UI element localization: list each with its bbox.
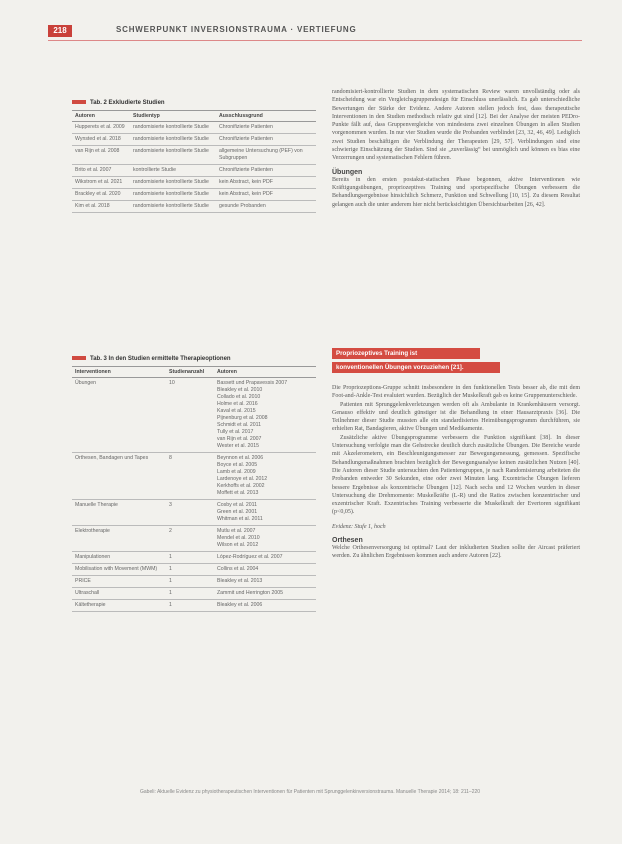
table-cell: Manuelle Therapie xyxy=(72,500,166,526)
table-row xyxy=(72,564,316,576)
col-header: Interventionen xyxy=(72,367,166,378)
table-cell: Bleakley et al. 2013 xyxy=(214,576,316,588)
table-excluded-studies xyxy=(72,110,316,213)
col-header: Ausschlussgrund xyxy=(216,111,316,122)
table-cell: 8 xyxy=(166,453,214,500)
table-cell: Zammit und Herrington 2005 xyxy=(214,588,316,600)
table-cell: van Rijn et al. 2008 xyxy=(72,146,130,165)
table-row xyxy=(72,552,316,564)
col-header: Autoren xyxy=(214,367,316,378)
table2-caption-text: Tab. 2 Exkludierte Studien xyxy=(90,100,165,106)
highlight-box-line1: Propriozeptives Training ist xyxy=(332,348,480,359)
table-cell: Kim et al. 2018 xyxy=(72,201,130,213)
table-cell: randomisierte kontrollierte Studie xyxy=(130,134,216,146)
table-cell: Ultraschall xyxy=(72,588,166,600)
table3-caption xyxy=(72,356,231,362)
table-cell: Brito et al. 2007 xyxy=(72,165,130,177)
table-cell: 1 xyxy=(166,576,214,588)
table-cell: Bassett und Prapavessis 2007 Bleakley et al. 2010 Collado et al. 2010 Holme et al. 2016 Kaval et al. 2015 Pijnenburg et al. 2008 Schmidt et al. 2011 Tully et al. 2017 van Rijn et al. 2007 Wester et al. 2015 xyxy=(214,378,316,453)
table-row xyxy=(72,165,316,177)
table-row xyxy=(72,122,316,134)
caption-marker xyxy=(72,356,86,360)
table-cell: randomisierte kontrollierte Studie xyxy=(130,201,216,213)
table-cell: 1 xyxy=(166,552,214,564)
table-cell: gesunde Probanden xyxy=(216,201,316,213)
table-cell: Übungen xyxy=(72,378,166,453)
table-cell: 3 xyxy=(166,500,214,526)
table-row xyxy=(72,500,316,526)
paragraph-3: Zusätzliche aktive Übungsprogramme verbessern die Funktion signifikant [38]. In dieser Untersuchung verfolgte man die Gehstrecke deutlich durch zusätzliche Übungen. Die Bereiche wurde mit Akzelerometern, ein Beschleunigungsmesser zur Bewegungsmessung, gemessen. Spezifische Behandlungsmaßnahmen brachten bezüglich der Bewegungsanalyse keinen zusätzlichen Nutzen [40]. Die Autoren dieser Studie untersuchten den Patientengruppen, je nach Randomisierung arbeiteten die Probanden entweder 30 Sekunden, eine oder zwei Minuten lang. Exzentrische Übungen lieferen bessere Ergebnisse als konzentrische Übungen [12]. Nach sechs und 12 Wochen wurden in dieser Untersuchung die Drehmomente: Muskelkräfte (L-R) und die Ratios zwischen konzentrischer und exzentrischer Kraft. Exzentrisches Training verbesserte die Muskelkraft der Evertoren signifikant (p<0,05). xyxy=(332,434,580,516)
table-row xyxy=(72,378,316,453)
table-cell: Orthesen, Bandagen und Tapes xyxy=(72,453,166,500)
running-header: SCHWERPUNKT INVERSIONSTRAUMA · VERTIEFUNG xyxy=(116,25,357,34)
table-row xyxy=(72,189,316,201)
table-cell: Hupperets et al. 2009 xyxy=(72,122,130,134)
paragraph-orthesen: Welche Orthesenversorgung ist optimal? Laut der inkludierten Studien sollte der Aircast präferiert werden. Zu ähnlichen Ergebnissen kommen auch andere Autoren [22]. xyxy=(332,545,580,560)
paragraph-2: Patienten mit Sprunggelenkverletzungen werden oft als Ambulante in Krankenhäusern versorgt. Genauso effektiv und deutlich günstiger ist die Behandlung in einer Hausarztpraxis [36]. Die Teilnehmer dieser Studie mussten alle ein standardisiertes Heimübungsprogramm durchführen, sie erhielten Rat, Bandagieren, aktive Übungen und Medikamente. xyxy=(332,401,580,433)
heading-orthesen: Orthesen xyxy=(332,537,363,545)
table-cell: kein Abstract, kein PDF xyxy=(216,189,316,201)
table-cell: Brackley et al. 2020 xyxy=(72,189,130,201)
table-cell: López-Rodríguez et al. 2007 xyxy=(214,552,316,564)
table-cell: Wynsted et al. 2018 xyxy=(72,134,130,146)
table-cell: kontrollierte Studie xyxy=(130,165,216,177)
page-number: 218 xyxy=(48,25,72,37)
table-cell: Kältetherapie xyxy=(72,600,166,612)
table-cell: Cosby et al. 2011 Green et al. 2001 Whitman et al. 2011 xyxy=(214,500,316,526)
table-cell: Wikstrom et al. 2021 xyxy=(72,177,130,189)
table-cell: Mutlu et al. 2007 Mendel et al. 2010 Wilson et al. 2012 xyxy=(214,526,316,552)
table-row xyxy=(72,526,316,552)
table-cell: 1 xyxy=(166,600,214,612)
table-cell: allgemeine Untersuchung (PEF) von Subgruppen xyxy=(216,146,316,165)
table-cell: kein Abstract, kein PDF xyxy=(216,177,316,189)
page-footer: Gabeli: Aktuelle Evidenz zu physiotherapeutischen Interventionen für Patienten mit Sprunggelenkinversionstrauma. Manuelle Therapie 2014; 18: 211–220 xyxy=(140,789,481,795)
table-cell: Elektrotherapie xyxy=(72,526,166,552)
table2-caption xyxy=(72,100,165,106)
col-header: Studienanzahl xyxy=(166,367,214,378)
header-rule xyxy=(48,40,582,41)
table-row xyxy=(72,201,316,213)
table3-caption-text: Tab. 3 In den Studien ermittelte Therapieoptionen xyxy=(90,356,231,362)
table-row xyxy=(72,453,316,500)
table-cell: 1 xyxy=(166,564,214,576)
intro-paragraph: randomisiert-kontrollierte Studien in dem systematischen Review waren unvollständig oder als Entscheidung war ein Vergleichsgruppendesign für Einschluss unerlässlich. Es gab unterschiedliche Bewertungen der Stärke der Evidenz. Andere Autoren stellen jedoch fest, dass therapeutische Interventionen in den Studien methodisch relativ gut sind [12]. Bei der Analyse der meisten PEDro-Punkte fällt auf, dass Gruppenvergleiche von mindestens zwei einzelnen Übungen in allen Studien vorgenommen wurden. In nur vier Studien wurde die Probanden verblindet [23, 32, 46, 49]. Lediglich zwei Studien beschäftigen die Verblindung der Therapeuten [29, 57]. Verblindungen sind eine schwierige Einschätzung der Studien. Sind sie „zuverlässig“ bei unmöglich und können es bias eine Verzerrungen und systematischen Fehlern führen. xyxy=(332,89,580,162)
paragraph-uebungen: Bereits in den ersten postakut-statischen Phase begonnen, aktive Interventionen wie Kräftigungsübungen, propriozeptives Training und sportspezifische Übungen verbessern die Behandlungsergebnisse hinsichtlich Schmerz, Funktion und Schwellung [10, 15]. Zu diesem Resultat gelangen auch die unter anderem hier nicht berücksichtigten Übersichtsarbeiten [26, 42]. xyxy=(332,176,580,208)
caption-marker xyxy=(72,100,86,104)
table-cell: Bleakley et al. 2006 xyxy=(214,600,316,612)
evidence-level: Evidenz: Stufe 1, hoch xyxy=(332,523,386,530)
table-row xyxy=(72,588,316,600)
right-column-top xyxy=(332,88,580,209)
table-cell: Chronifizierte Patienten xyxy=(216,122,316,134)
heading-uebungen: Übungen xyxy=(332,168,363,176)
table-cell: Chronifizierte Patienten xyxy=(216,134,316,146)
table-cell: 1 xyxy=(166,588,214,600)
col-header: Studientyp xyxy=(130,111,216,122)
table-cell: 2 xyxy=(166,526,214,552)
table-row xyxy=(72,146,316,165)
table-cell: randomisierte kontrollierte Studie xyxy=(130,177,216,189)
table-cell: randomisierte kontrollierte Studie xyxy=(130,146,216,165)
col-header: Autoren xyxy=(72,111,130,122)
table-cell: randomisierte kontrollierte Studie xyxy=(130,122,216,134)
table-cell: Collins et al. 2004 xyxy=(214,564,316,576)
table-cell: Manipulationen xyxy=(72,552,166,564)
table-cell: Mobilisation with Movement (MWM) xyxy=(72,564,166,576)
table-row xyxy=(72,600,316,612)
table-cell: Chronifizierte Patienten xyxy=(216,165,316,177)
paragraph-after-box: Die Propriozeptions-Gruppe schnitt insbesondere in den funktionellen Tests besser ab, die mit dem Foot-and-Ankle-Test evaluiert wurden. Bezüglich der Muskelkraft gab es keine Gruppenunterschiede. xyxy=(332,385,580,400)
table-row xyxy=(72,177,316,189)
table-cell: PRICE xyxy=(72,576,166,588)
table-cell: Beynnon et al. 2006 Boyce et al. 2005 Lamb et al. 2009 Lardenoye et al. 2012 Kerkhoffs et al. 2002 Moffett et al. 2013 xyxy=(214,453,316,500)
table-therapy-options xyxy=(72,366,316,612)
table-row xyxy=(72,134,316,146)
table-cell: randomisierte kontrollierte Studie xyxy=(130,189,216,201)
highlight-box-line2: konventionellen Übungen vorzuziehen [21]. xyxy=(332,362,500,373)
table-cell: 10 xyxy=(166,378,214,453)
table-row xyxy=(72,576,316,588)
right-column-bottom xyxy=(332,384,580,561)
